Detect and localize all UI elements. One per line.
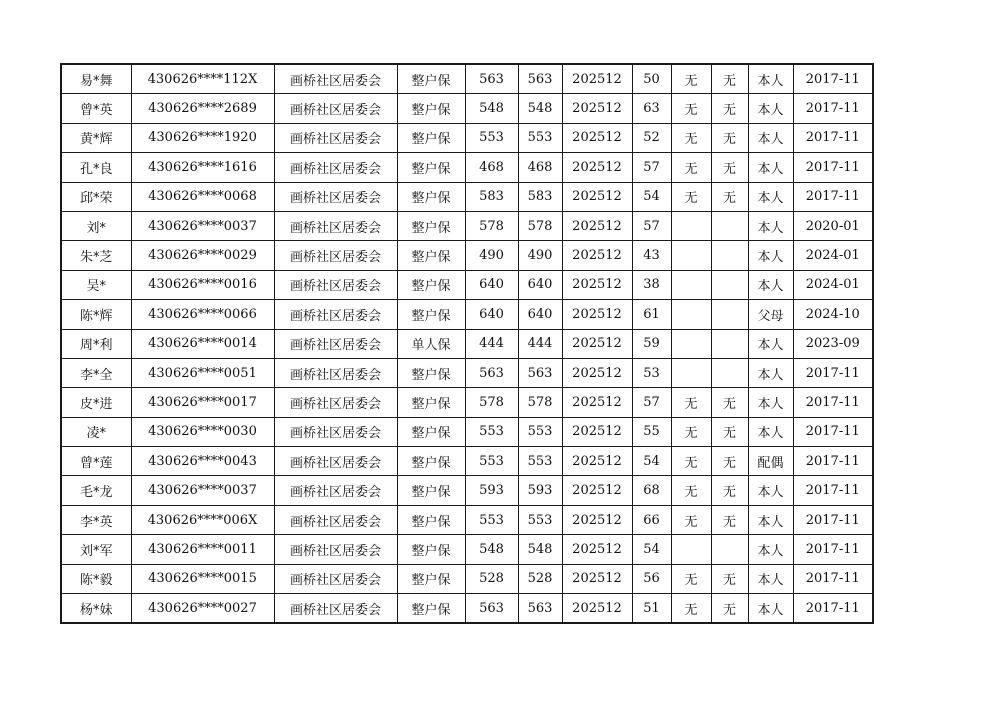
id-number-cell: 430626****0068 [131,182,274,211]
flag-1-cell: 无 [671,388,711,417]
name-cell: 凌* [61,417,131,446]
amount-cell: 528 [465,564,518,593]
community-cell: 画桥社区居委会 [274,64,397,94]
amount-cell: 468 [465,153,518,182]
flag-1-cell: 无 [671,505,711,534]
records-sheet [60,63,874,624]
date-cell: 2017-11 [793,564,873,593]
amount-2-cell: 553 [518,447,562,476]
amount-2-cell: 593 [518,476,562,505]
flag-1-cell: 无 [671,447,711,476]
name-cell: 曾*英 [61,94,131,123]
guarantee-type-cell: 整户保 [397,94,465,123]
table-row [61,476,873,505]
period-cell: 202512 [562,211,632,240]
amount-2-cell: 578 [518,211,562,240]
guarantee-type-cell: 整户保 [397,447,465,476]
date-cell: 2017-11 [793,447,873,476]
community-cell: 画桥社区居委会 [274,447,397,476]
amount-2-cell: 640 [518,300,562,329]
id-number-cell: 430626****0011 [131,535,274,564]
id-number-cell: 430626****1920 [131,123,274,152]
amount-2-cell: 553 [518,417,562,446]
relation-cell: 本人 [748,564,793,593]
amount-cell: 553 [465,447,518,476]
flag-2-cell [711,241,748,270]
table-row [61,594,873,624]
id-number-cell: 430626****0029 [131,241,274,270]
age-cell: 63 [632,94,671,123]
guarantee-type-cell: 整户保 [397,123,465,152]
relation-cell: 本人 [748,153,793,182]
guarantee-type-cell: 整户保 [397,417,465,446]
community-cell: 画桥社区居委会 [274,182,397,211]
id-number-cell: 430626****0043 [131,447,274,476]
community-cell: 画桥社区居委会 [274,476,397,505]
name-cell: 李*全 [61,358,131,387]
age-cell: 51 [632,594,671,624]
community-cell: 画桥社区居委会 [274,123,397,152]
period-cell: 202512 [562,241,632,270]
community-cell: 画桥社区居委会 [274,94,397,123]
id-number-cell: 430626****0016 [131,270,274,299]
guarantee-type-cell: 整户保 [397,182,465,211]
age-cell: 38 [632,270,671,299]
amount-2-cell: 563 [518,594,562,624]
table-row [61,300,873,329]
community-cell: 画桥社区居委会 [274,358,397,387]
period-cell: 202512 [562,153,632,182]
age-cell: 55 [632,417,671,446]
amount-cell: 578 [465,211,518,240]
age-cell: 66 [632,505,671,534]
name-cell: 孔*良 [61,153,131,182]
table-row [61,388,873,417]
age-cell: 53 [632,358,671,387]
flag-2-cell: 无 [711,505,748,534]
period-cell: 202512 [562,594,632,624]
amount-cell: 563 [465,64,518,94]
flag-1-cell: 无 [671,153,711,182]
age-cell: 54 [632,182,671,211]
flag-2-cell [711,270,748,299]
table-row [61,182,873,211]
amount-2-cell: 563 [518,64,562,94]
id-number-cell: 430626****0037 [131,476,274,505]
flag-2-cell: 无 [711,182,748,211]
flag-1-cell [671,535,711,564]
community-cell: 画桥社区居委会 [274,505,397,534]
id-number-cell: 430626****0017 [131,388,274,417]
flag-2-cell [711,329,748,358]
age-cell: 57 [632,388,671,417]
relation-cell: 本人 [748,182,793,211]
amount-2-cell: 578 [518,388,562,417]
amount-cell: 553 [465,123,518,152]
relation-cell: 本人 [748,270,793,299]
amount-2-cell: 548 [518,535,562,564]
guarantee-type-cell: 整户保 [397,594,465,624]
table-row [61,64,873,94]
name-cell: 李*英 [61,505,131,534]
table-row [61,123,873,152]
name-cell: 黄*辉 [61,123,131,152]
records-table [60,63,874,624]
date-cell: 2020-01 [793,211,873,240]
date-cell: 2017-11 [793,594,873,624]
guarantee-type-cell: 整户保 [397,535,465,564]
age-cell: 50 [632,64,671,94]
id-number-cell: 430626****0051 [131,358,274,387]
records-table-body [61,64,873,623]
table-row [61,358,873,387]
guarantee-type-cell: 整户保 [397,564,465,593]
flag-2-cell [711,535,748,564]
flag-2-cell: 无 [711,153,748,182]
relation-cell: 配偶 [748,447,793,476]
flag-2-cell: 无 [711,564,748,593]
guarantee-type-cell: 整户保 [397,270,465,299]
amount-2-cell: 563 [518,358,562,387]
relation-cell: 父母 [748,300,793,329]
guarantee-type-cell: 整户保 [397,300,465,329]
table-row [61,535,873,564]
community-cell: 画桥社区居委会 [274,270,397,299]
amount-cell: 548 [465,535,518,564]
flag-1-cell: 无 [671,64,711,94]
age-cell: 54 [632,535,671,564]
period-cell: 202512 [562,447,632,476]
table-row [61,211,873,240]
date-cell: 2017-11 [793,417,873,446]
flag-2-cell [711,211,748,240]
id-number-cell: 430626****0014 [131,329,274,358]
flag-1-cell: 无 [671,564,711,593]
name-cell: 吴* [61,270,131,299]
age-cell: 52 [632,123,671,152]
id-number-cell: 430626****1616 [131,153,274,182]
period-cell: 202512 [562,182,632,211]
date-cell: 2017-11 [793,153,873,182]
flag-1-cell: 无 [671,417,711,446]
guarantee-type-cell: 整户保 [397,388,465,417]
flag-2-cell: 无 [711,94,748,123]
age-cell: 57 [632,211,671,240]
period-cell: 202512 [562,388,632,417]
flag-1-cell [671,358,711,387]
amount-cell: 593 [465,476,518,505]
date-cell: 2017-11 [793,358,873,387]
date-cell: 2017-11 [793,535,873,564]
date-cell: 2017-11 [793,182,873,211]
relation-cell: 本人 [748,358,793,387]
guarantee-type-cell: 整户保 [397,211,465,240]
id-number-cell: 430626****006X [131,505,274,534]
period-cell: 202512 [562,94,632,123]
name-cell: 陈*辉 [61,300,131,329]
flag-1-cell [671,329,711,358]
period-cell: 202512 [562,358,632,387]
name-cell: 周*利 [61,329,131,358]
name-cell: 刘*军 [61,535,131,564]
relation-cell: 本人 [748,123,793,152]
guarantee-type-cell: 整户保 [397,505,465,534]
community-cell: 画桥社区居委会 [274,594,397,624]
relation-cell: 本人 [748,505,793,534]
community-cell: 画桥社区居委会 [274,388,397,417]
name-cell: 朱*芝 [61,241,131,270]
relation-cell: 本人 [748,241,793,270]
age-cell: 61 [632,300,671,329]
id-number-cell: 430626****0037 [131,211,274,240]
period-cell: 202512 [562,505,632,534]
amount-cell: 548 [465,94,518,123]
relation-cell: 本人 [748,211,793,240]
period-cell: 202512 [562,417,632,446]
flag-1-cell: 无 [671,123,711,152]
amount-cell: 583 [465,182,518,211]
table-row [61,417,873,446]
name-cell: 邱*荣 [61,182,131,211]
amount-2-cell: 640 [518,270,562,299]
date-cell: 2017-11 [793,123,873,152]
amount-cell: 578 [465,388,518,417]
flag-2-cell: 无 [711,388,748,417]
flag-2-cell: 无 [711,594,748,624]
id-number-cell: 430626****0030 [131,417,274,446]
table-row [61,241,873,270]
relation-cell: 本人 [748,94,793,123]
flag-1-cell [671,270,711,299]
amount-2-cell: 444 [518,329,562,358]
guarantee-type-cell: 整户保 [397,476,465,505]
id-number-cell: 430626****112X [131,64,274,94]
relation-cell: 本人 [748,417,793,446]
age-cell: 57 [632,153,671,182]
relation-cell: 本人 [748,594,793,624]
id-number-cell: 430626****2689 [131,94,274,123]
flag-1-cell: 无 [671,94,711,123]
table-row [61,505,873,534]
community-cell: 画桥社区居委会 [274,153,397,182]
community-cell: 画桥社区居委会 [274,564,397,593]
date-cell: 2017-11 [793,505,873,534]
amount-cell: 553 [465,417,518,446]
amount-cell: 490 [465,241,518,270]
guarantee-type-cell: 整户保 [397,358,465,387]
flag-1-cell: 无 [671,182,711,211]
table-row [61,153,873,182]
flag-2-cell: 无 [711,417,748,446]
guarantee-type-cell: 整户保 [397,64,465,94]
date-cell: 2023-09 [793,329,873,358]
date-cell: 2024-10 [793,300,873,329]
amount-2-cell: 553 [518,123,562,152]
period-cell: 202512 [562,535,632,564]
period-cell: 202512 [562,123,632,152]
community-cell: 画桥社区居委会 [274,241,397,270]
flag-1-cell [671,241,711,270]
flag-2-cell: 无 [711,64,748,94]
amount-cell: 640 [465,300,518,329]
relation-cell: 本人 [748,388,793,417]
age-cell: 56 [632,564,671,593]
flag-2-cell [711,358,748,387]
period-cell: 202512 [562,64,632,94]
period-cell: 202512 [562,300,632,329]
age-cell: 59 [632,329,671,358]
amount-2-cell: 490 [518,241,562,270]
flag-2-cell: 无 [711,123,748,152]
flag-1-cell [671,300,711,329]
amount-2-cell: 528 [518,564,562,593]
community-cell: 画桥社区居委会 [274,211,397,240]
amount-2-cell: 553 [518,505,562,534]
period-cell: 202512 [562,476,632,505]
relation-cell: 本人 [748,329,793,358]
name-cell: 皮*进 [61,388,131,417]
amount-cell: 640 [465,270,518,299]
name-cell: 易*舞 [61,64,131,94]
guarantee-type-cell: 整户保 [397,153,465,182]
community-cell: 画桥社区居委会 [274,417,397,446]
table-row [61,329,873,358]
flag-2-cell: 无 [711,447,748,476]
amount-2-cell: 548 [518,94,562,123]
flag-1-cell: 无 [671,594,711,624]
name-cell: 陈*毅 [61,564,131,593]
period-cell: 202512 [562,270,632,299]
amount-cell: 444 [465,329,518,358]
table-row [61,94,873,123]
community-cell: 画桥社区居委会 [274,535,397,564]
flag-1-cell [671,211,711,240]
date-cell: 2024-01 [793,241,873,270]
flag-2-cell [711,300,748,329]
period-cell: 202512 [562,564,632,593]
amount-cell: 553 [465,505,518,534]
amount-2-cell: 583 [518,182,562,211]
date-cell: 2017-11 [793,94,873,123]
amount-cell: 563 [465,358,518,387]
id-number-cell: 430626****0015 [131,564,274,593]
name-cell: 刘* [61,211,131,240]
name-cell: 曾*莲 [61,447,131,476]
relation-cell: 本人 [748,64,793,94]
id-number-cell: 430626****0027 [131,594,274,624]
table-row [61,447,873,476]
community-cell: 画桥社区居委会 [274,329,397,358]
relation-cell: 本人 [748,476,793,505]
age-cell: 43 [632,241,671,270]
community-cell: 画桥社区居委会 [274,300,397,329]
date-cell: 2017-11 [793,476,873,505]
amount-cell: 563 [465,594,518,624]
name-cell: 杨*妹 [61,594,131,624]
table-row [61,270,873,299]
age-cell: 54 [632,447,671,476]
guarantee-type-cell: 单人保 [397,329,465,358]
table-row [61,564,873,593]
id-number-cell: 430626****0066 [131,300,274,329]
date-cell: 2017-11 [793,64,873,94]
date-cell: 2017-11 [793,388,873,417]
relation-cell: 本人 [748,535,793,564]
period-cell: 202512 [562,329,632,358]
name-cell: 毛*龙 [61,476,131,505]
flag-2-cell: 无 [711,476,748,505]
age-cell: 68 [632,476,671,505]
amount-2-cell: 468 [518,153,562,182]
flag-1-cell: 无 [671,476,711,505]
guarantee-type-cell: 整户保 [397,241,465,270]
date-cell: 2024-01 [793,270,873,299]
